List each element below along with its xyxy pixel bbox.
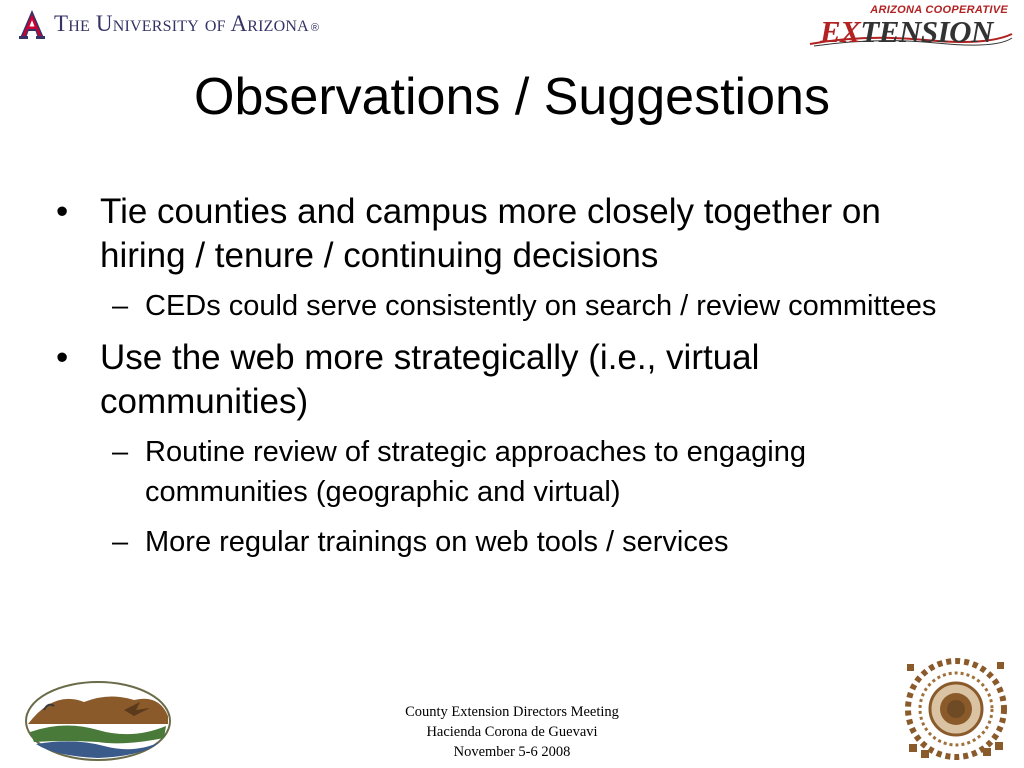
university-name: The University of Arizona bbox=[54, 11, 309, 36]
registered-mark: ® bbox=[310, 22, 320, 34]
block-a-logo-icon bbox=[16, 8, 48, 40]
sub-bullet-item bbox=[56, 522, 966, 562]
dash-glyph: – bbox=[112, 290, 129, 322]
slide-content bbox=[56, 190, 966, 572]
slide-title: Observations / Suggestions bbox=[194, 68, 830, 126]
sub-bullet-item bbox=[56, 432, 966, 512]
university-of-arizona-logo bbox=[16, 8, 319, 40]
meeting-location: Hacienda Corona de Guevavi bbox=[426, 724, 598, 740]
meeting-info bbox=[312, 702, 712, 762]
meeting-dates: November 5-6 2008 bbox=[453, 744, 571, 760]
dash-glyph: – bbox=[112, 436, 129, 468]
extension-subtitle: ARIZONA COOPERATIVE bbox=[870, 4, 1008, 16]
sub-bullet-text: Routine review of strategic approaches to engaging communities (geographic and virtual) bbox=[145, 436, 806, 508]
extension-wordmark bbox=[820, 14, 993, 50]
cooperative-extension-logo bbox=[806, 4, 1016, 48]
landscape-bird-logo-icon bbox=[24, 680, 172, 762]
extension-rest: TENSION bbox=[860, 14, 993, 49]
sub-bullet-text: CEDs could serve consistently on search / review committees bbox=[145, 290, 937, 322]
bullet-glyph: • bbox=[56, 338, 69, 377]
bullet-text: Use the web more strategically (i.e., virtual communities) bbox=[100, 338, 760, 421]
bullet-item bbox=[56, 190, 966, 278]
bullet-glyph: • bbox=[56, 192, 69, 231]
native-pattern-seal-icon bbox=[903, 656, 1009, 762]
bullet-item bbox=[56, 336, 966, 424]
bullet-text: Tie counties and campus more closely together on hiring / tenure / continuing decisions bbox=[100, 192, 881, 275]
sub-bullet-item bbox=[56, 286, 966, 326]
extension-ex: EX bbox=[820, 14, 861, 49]
sub-bullet-text: More regular trainings on web tools / services bbox=[145, 526, 729, 558]
meeting-name: County Extension Directors Meeting bbox=[405, 704, 619, 720]
dash-glyph: – bbox=[112, 526, 129, 558]
